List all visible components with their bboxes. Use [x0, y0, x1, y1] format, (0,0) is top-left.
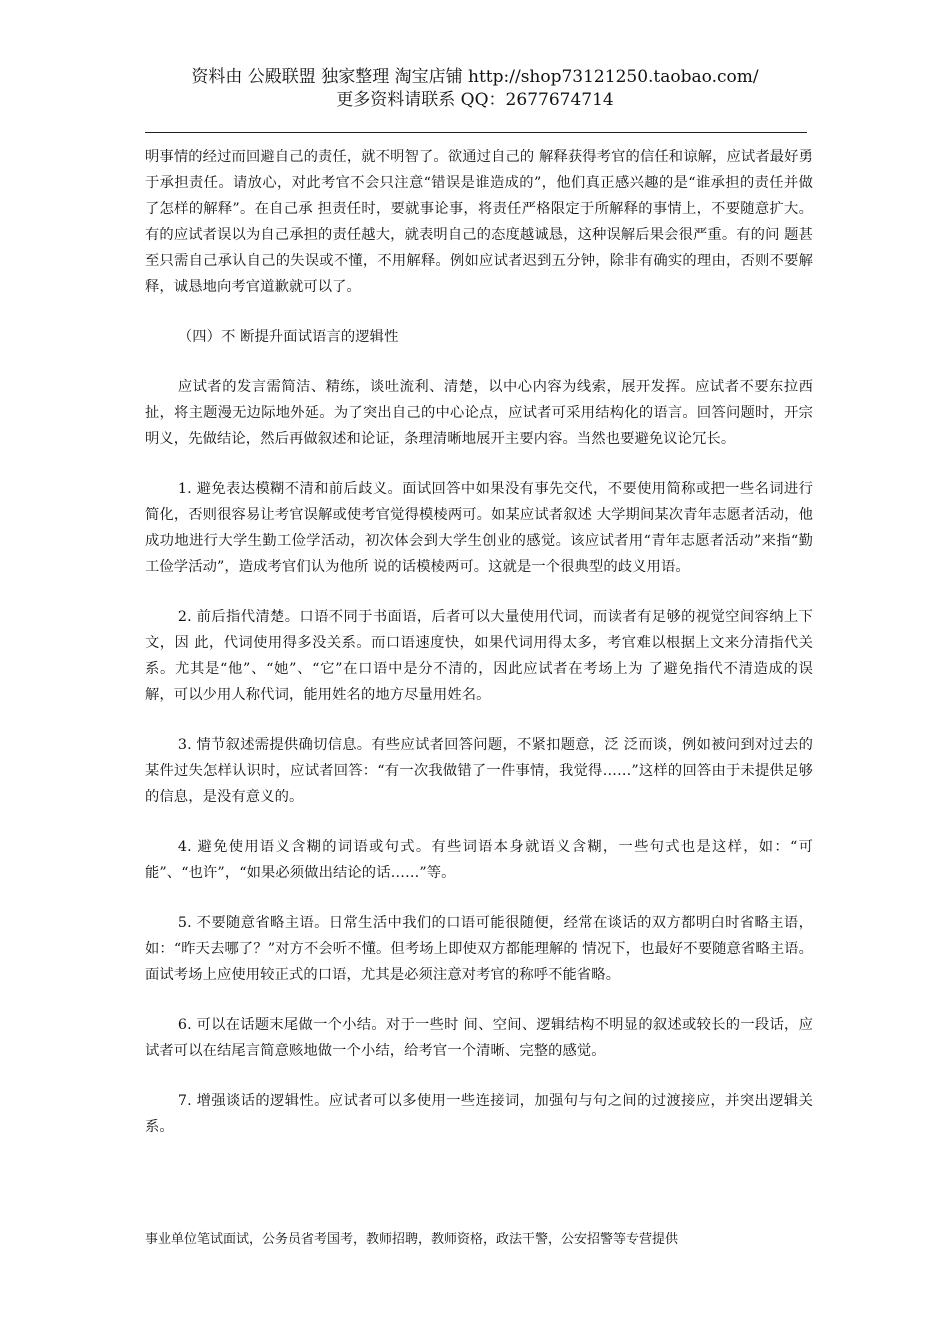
- list-item-7: 7. 增强谈话的逻辑性。应试者可以多使用一些连接词，加强句与句之间的过渡接应，并突出逻辑关系。: [145, 1093, 813, 1135]
- header-divider: [145, 132, 807, 133]
- list-item-1: 1. 避免表达模糊不清和前后歧义。面试回答中如果没有事先交代，不要使用简称或把一些名词进行简化，否则很容易让考官误解或使考官觉得模棱两可。如某应试者叙述 大学期间某次青年志愿者活动，他成功地进行大学生勤工俭学活动，初次体会到大学生创业的感觉。该应试者用“青年志愿者活动”来指“勤工俭学活动”，造成考官们认为他所 说的话模棱两可。这就是一个很典型的歧义用语。: [145, 481, 813, 575]
- header-line-1: 资料由 公殿联盟 独家整理 淘宝店铺 http://shop73121250.taobao.com/: [191, 67, 759, 87]
- list-item-5: 5. 不要随意省略主语。日常生活中我们的口语可能很随便，经常在谈话的双方都明白时省略主语，如：“昨天去哪了？”对方不会听不懂。但考场上即使双方都能理解的 情况下，也最好不要随意省略主语。面试考场上应使用较正式的口语，尤其是必须注意对考官的称呼不能省略。: [145, 915, 813, 983]
- list-item-6: 6. 可以在话题末尾做一个小结。对于一些时 间、空间、逻辑结构不明显的叙述或较长的一段话，应试者可以在结尾言简意赅地做一个小结，给考官一个清晰、完整的感觉。: [145, 1017, 813, 1059]
- paragraph-intro: 应试者的发言需简洁、精练，谈吐流利、清楚，以中心内容为线索，展开发挥。应试者不要东拉西扯，将主题漫无边际地外延。为了突出自己的中心论点，应试者可采用结构化的语言。回答问题时，开宗明义，先做结论，然后再做叙述和论证，条理清晰地展开主要内容。当然也要避免议论冗长。: [145, 379, 813, 447]
- page-footer: 事业单位笔试面试，公务员省考国考，教师招聘，教师资格，政法干警，公安招警等专营提供: [145, 1232, 679, 1247]
- section-heading: （四）不 断提升面试语言的逻辑性: [177, 329, 399, 345]
- header-line-2: 更多资料请联系 QQ：2677674714: [336, 90, 614, 110]
- document-body: [145, 144, 813, 1164]
- page-header: [0, 66, 950, 112]
- list-item-2: 2. 前后指代清楚。口语不同于书面语，后者可以大量使用代词，而读者有足够的视觉空间容纳上下文，因 此，代词使用得多没关系。而口语速度快，如果代词用得太多，考官难以根据上文来分清指代关系。尤其是“他”、“她”、“它”在口语中是分不清的，因此应试者在考场上为 了避免指代不清造成的误解，可以少用人称代词，能用姓名的地方尽量用姓名。: [145, 609, 813, 703]
- list-item-4: 4. 避免使用语义含糊的词语或句式。有些词语本身就语义含糊，一些句式也是这样，如：“可能”、“也许”，“如果必须做出结论的话……”等。: [145, 839, 813, 881]
- list-item-3: 3. 情节叙述需提供确切信息。有些应试者回答问题，不紧扣题意，泛 泛而谈，例如被问到对过去的某件过失怎样认识时，应试者回答：“有一次我做错了一件事情，我觉得……”这样的回答由于未提供足够的信息，是没有意义的。: [145, 737, 813, 805]
- paragraph-continuation: 明事情的经过而回避自己的责任，就不明智了。欲通过自己的 解释获得考官的信任和谅解，应试者最好勇于承担责任。请放心，对此考官不会只注意“错误是谁造成的”，他们真正感兴趣的是“谁承担的责任并做了怎样的解释”。在自己承 担责任时，要就事论事，将责任严格限定于所解释的事情上，不要随意扩大。有的应试者误以为自己承担的责任越大，就表明自己的态度越诚恳，这种误解后果会很严重。有的问 题甚至只需自己承认自己的失误或不懂，不用解释。例如应试者迟到五分钟，除非有确实的理由，否则不要解释，诚恳地向考官道歉就可以了。: [145, 149, 813, 295]
